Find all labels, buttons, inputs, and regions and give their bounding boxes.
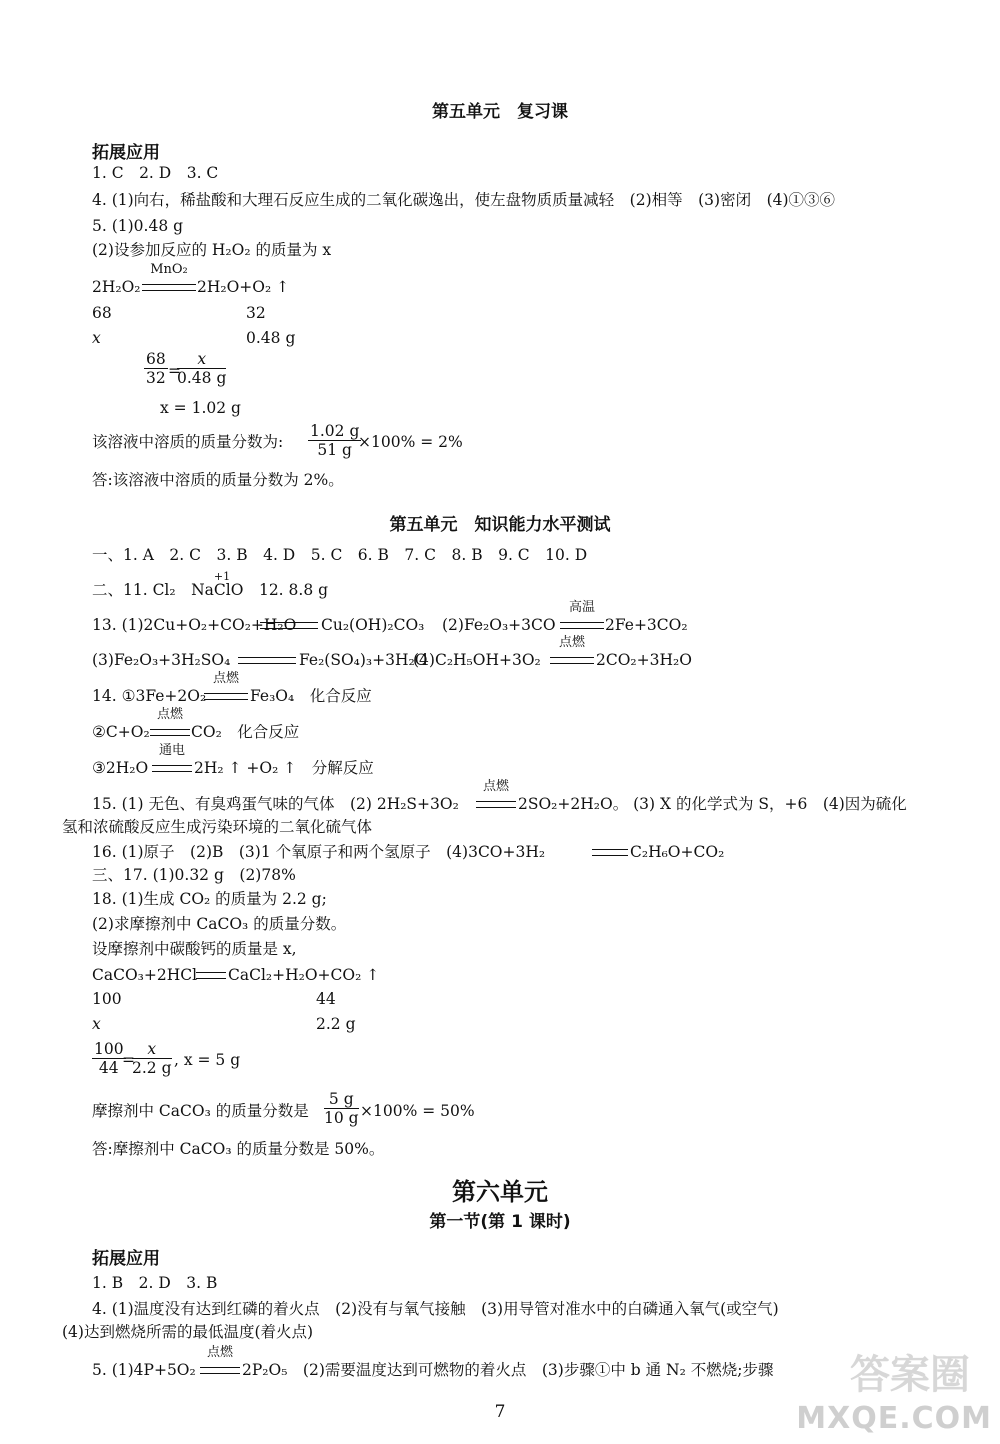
equation-right: 2SO₂+2H₂O。 (3) X 的化学式为 S，+6 (4)因为硫化 <box>518 795 907 813</box>
equation-left: 14. ①3Fe+2O₂ <box>92 687 207 705</box>
mass-ratio: 44 <box>316 990 336 1008</box>
equals-arrow <box>204 693 248 700</box>
result-line: x = 1.02 g <box>160 399 241 417</box>
valence-mark <box>213 570 244 600</box>
numerator: 100 <box>94 1040 124 1058</box>
fraction <box>144 350 168 387</box>
equation-right: Fe₂(SO₄)₃+3H₂O <box>299 651 428 669</box>
equals-arrow <box>592 849 628 856</box>
numerator: 68 <box>146 350 166 368</box>
fraction <box>324 1090 359 1127</box>
reaction-condition: 点燃 <box>212 671 239 686</box>
equation-right: CO₂ 化合反应 <box>191 723 300 741</box>
equation-right: 2CO₂+3H₂O <box>596 651 692 669</box>
mass-ratio: 32 <box>246 304 266 322</box>
numerator: x <box>132 1040 172 1059</box>
answer-line: 三、17. (1)0.32 g (2)78% <box>92 866 296 884</box>
reaction-condition: 点燃 <box>206 1345 233 1360</box>
numerator: 1.02 g <box>310 422 360 440</box>
answer-text: 二、11. Cl₂ Na <box>92 581 214 599</box>
reaction-condition: MnO₂ <box>150 262 188 277</box>
answer-line: 5. (1)0.48 g <box>92 217 184 235</box>
equation-right: 2H₂O+O₂ ↑ <box>197 278 290 296</box>
equals-sign: = <box>122 1051 135 1069</box>
equals-arrow <box>550 657 594 664</box>
mass-value: 2.2 g <box>316 1015 356 1033</box>
percent-label: 摩擦剂中 CaCO₃ 的质量分数是 <box>92 1102 309 1120</box>
unit6-title: 第六单元 <box>452 1178 548 1206</box>
equation-left: 13. (1)2Cu+O₂+CO₂+H₂O <box>92 616 297 634</box>
equals-arrow <box>196 972 226 979</box>
percent-result: ×100% = 50% <box>360 1102 475 1120</box>
equation-left: 15. (1) 无色、有臭鸡蛋气味的气体 (2) 2H₂S+3O₂ <box>92 795 459 813</box>
answer-statement: 答:摩擦剂中 CaCO₃ 的质量分数是 50%。 <box>92 1140 385 1158</box>
equation-right: C₂H₆O+CO₂ <box>630 843 725 861</box>
result-line: , x = 5 g <box>174 1051 241 1069</box>
unit6-subtitle: 第一节(第 1 课时) <box>429 1212 571 1232</box>
answer-line: 18. (1)生成 CO₂ 的质量为 2.2 g; <box>92 890 327 908</box>
equation-right: CaCl₂+H₂O+CO₂ ↑ <box>228 966 380 984</box>
fraction <box>92 1040 126 1077</box>
equation-left: 5. (1)4P+5O₂ <box>92 1361 196 1379</box>
mass-value: 0.48 g <box>246 329 296 347</box>
equation-left: 16. (1)原子 (2)B (3)1 个氧原子和两个氢原子 (4)3CO+3H₂ <box>92 843 546 861</box>
equation-left: (3)Fe₂O₃+3H₂SO₄ <box>92 651 231 669</box>
page-number: 7 <box>494 1402 506 1422</box>
reaction-condition: 点燃 <box>558 635 585 650</box>
mass-value: x <box>92 329 101 347</box>
answer-statement: 答:该溶液中溶质的质量分数为 2%。 <box>92 471 344 489</box>
answer-line: (2)求摩擦剂中 CaCO₃ 的质量分数。 <box>92 915 347 933</box>
mass-value: x <box>92 1015 101 1033</box>
equation-left: 2H₂O₂ <box>92 278 141 296</box>
denominator: 2.2 g <box>132 1059 172 1077</box>
answer-line: 设摩擦剂中碳酸钙的质量是 x, <box>92 940 297 958</box>
equals-arrow <box>476 801 516 808</box>
fraction <box>177 350 226 387</box>
watermark-url: MXQE.COM <box>796 1401 992 1436</box>
equation-left: ③2H₂O <box>92 759 149 777</box>
equation-left: (4)C₂H₅OH+3O₂ <box>413 651 541 669</box>
equation-left: ②C+O₂ <box>92 723 150 741</box>
answer-line: 1. C 2. D 3. C <box>92 164 219 182</box>
equals-arrow <box>142 284 196 291</box>
answer-line: 1. B 2. D 3. B <box>92 1274 218 1292</box>
equation-right: 2P₂O₅ (2)需要温度达到可燃物的着火点 (3)步骤①中 b 通 N₂ 不燃烧;步骤 <box>242 1361 774 1379</box>
fraction <box>308 422 361 459</box>
unit5-review-title: 第五单元 复习课 <box>432 102 568 122</box>
percent-result: ×100% = 2% <box>358 433 463 451</box>
equals-arrow <box>238 657 296 664</box>
unit5-test-title: 第五单元 知识能力水平测试 <box>389 515 611 535</box>
section-heading: 拓展应用 <box>92 1249 160 1269</box>
equals-arrow <box>260 622 318 629</box>
answer-line: 一、1. A 2. C 3. B 4. D 5. C 6. B 7. C 8. B 9. C 10. D <box>92 546 588 564</box>
equals-arrow <box>200 1367 240 1374</box>
denominator: 44 <box>98 1059 119 1077</box>
answer-line: 4. (1)向右，稀盐酸和大理石反应生成的二氧化碳逸出，使左盘物质质量减轻 (2)相等 (3)密闭 (4)①③⑥ <box>92 191 836 209</box>
equals-sign: = <box>168 362 181 380</box>
reaction-condition: 点燃 <box>482 779 509 794</box>
reaction-condition: 高温 <box>568 600 595 615</box>
denominator: 10 g <box>324 1109 359 1127</box>
mass-ratio: 68 <box>92 304 112 322</box>
answer-line <box>92 570 329 600</box>
equals-arrow <box>560 622 604 629</box>
valence-value: +1 <box>213 570 231 583</box>
equation-right: Cu₂(OH)₂CO₃ <box>321 616 425 634</box>
section-heading: 拓展应用 <box>92 143 160 163</box>
equation-left: CaCO₃+2HCl <box>92 966 198 984</box>
numerator: 5 g <box>324 1090 359 1109</box>
fraction <box>132 1040 172 1077</box>
percent-label: 该溶液中溶质的质量分数为: <box>92 433 284 451</box>
answer-text: 12. 8.8 g <box>243 581 329 599</box>
watermark-logo: 答案圈 <box>850 1352 970 1398</box>
denominator: 32 <box>146 369 166 387</box>
numerator: x <box>177 350 226 369</box>
reaction-condition: 点燃 <box>156 707 183 722</box>
answer-line: 氢和浓硫酸反应生成污染环境的二氧化硫气体 <box>62 818 373 836</box>
reaction-condition: 通电 <box>158 743 185 758</box>
equation-left: (2)Fe₂O₃+3CO <box>442 616 556 634</box>
denominator: 0.48 g <box>177 369 227 387</box>
mass-ratio: 100 <box>92 990 122 1008</box>
denominator: 51 g <box>317 441 352 459</box>
formula: ClO <box>213 581 244 599</box>
answer-line: (2)设参加反应的 H₂O₂ 的质量为 x <box>92 241 332 259</box>
equals-arrow <box>150 729 190 736</box>
answer-line: (4)达到燃烧所需的最低温度(着火点) <box>62 1323 314 1341</box>
answer-line: 4. (1)温度没有达到红磷的着火点 (2)没有与氧气接触 (3)用导管对准水中的白磷通入氧气(或空气) <box>92 1300 779 1318</box>
equals-arrow <box>152 765 192 772</box>
equation-right: 2Fe+3CO₂ <box>605 616 688 634</box>
equation-right: Fe₃O₄ 化合反应 <box>250 687 372 705</box>
equation-right: 2H₂ ↑ +O₂ ↑ 分解反应 <box>194 759 374 777</box>
